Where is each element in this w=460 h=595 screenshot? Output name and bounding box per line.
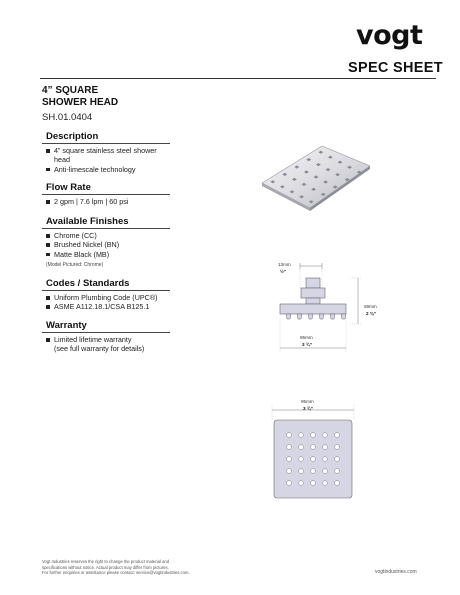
- list-item: Limited lifetime warranty (see full warranty for details): [46, 335, 146, 354]
- front-width-dim-mm: 95mm: [301, 399, 314, 404]
- nozzle: [311, 481, 316, 486]
- list-item: 2 gpm | 7.6 lpm | 60 psi: [46, 197, 170, 206]
- disclaimer-line: specifications without notice. Actual product may differ from pictures.: [42, 564, 169, 570]
- nozzle: [297, 314, 302, 319]
- product-photo: [258, 140, 378, 220]
- spec-sheet-title: SPEC SHEET: [348, 60, 443, 76]
- list-item: Brushed Nickel (BN): [46, 240, 170, 249]
- finishes-note: (Model Pictured: Chrome): [46, 262, 104, 268]
- neck: [306, 278, 320, 288]
- list-item: Uniform Plumbing Code (UPC®): [46, 293, 170, 302]
- nozzle: [308, 314, 313, 319]
- nozzle: [287, 433, 292, 438]
- neck-dim-mm: 13mm: [278, 262, 291, 267]
- list-item: 4” square stainless steel shower head: [46, 146, 158, 165]
- nozzle: [335, 433, 340, 438]
- list-item: ASME A112.18.1/CSA B125.1: [46, 302, 170, 311]
- nozzle: [335, 481, 340, 486]
- nozzle: [323, 457, 328, 462]
- nozzle: [323, 469, 328, 474]
- product-title-line1: 4” SQUARE: [42, 85, 99, 96]
- nozzle: [299, 469, 304, 474]
- flow-rate-heading: Flow Rate: [46, 182, 91, 193]
- vogt-logo: vogt: [356, 20, 423, 51]
- description-divider: [42, 143, 170, 144]
- nozzle: [323, 445, 328, 450]
- description-heading: Description: [46, 131, 99, 142]
- nozzle: [319, 314, 324, 319]
- nozzle: [287, 481, 292, 486]
- head-body: [280, 304, 346, 314]
- warranty-list: [46, 335, 146, 354]
- nozzle: [299, 481, 304, 486]
- flow-rate-divider: [42, 194, 170, 195]
- ball-joint: [301, 288, 325, 298]
- height-dim-in: 2 ⅜”: [366, 311, 376, 316]
- warranty-divider: [42, 332, 170, 333]
- header-divider: [40, 78, 436, 79]
- finishes-list: [46, 231, 170, 259]
- disclaimer-line: Vogt Industries reserves the right to change the product material and: [42, 559, 170, 564]
- nozzle: [311, 457, 316, 462]
- nozzle: [287, 445, 292, 450]
- warranty-heading: Warranty: [46, 320, 87, 331]
- nozzle: [330, 314, 335, 319]
- nozzle: [311, 445, 316, 450]
- product-title-line2: SHOWER HEAD: [42, 97, 119, 108]
- width-dim-in: 3 ¾”: [302, 342, 312, 347]
- nozzle: [299, 457, 304, 462]
- list-item: Chrome (CC): [46, 231, 170, 240]
- codes-list: [46, 293, 170, 312]
- codes-heading: Codes / Standards: [46, 278, 130, 289]
- nozzle: [335, 445, 340, 450]
- description-list: [46, 146, 158, 174]
- list-item: Matte Black (MB): [46, 250, 170, 259]
- footer-disclaimer: [42, 559, 222, 576]
- nozzle: [286, 314, 291, 319]
- width-dim-mm: 95mm: [300, 335, 313, 340]
- front-view-drawing: [266, 396, 366, 504]
- height-dim-mm: 59mm: [364, 304, 377, 309]
- nozzle: [287, 469, 292, 474]
- product-title: [42, 85, 118, 109]
- nozzle: [311, 433, 316, 438]
- disclaimer-line: For further enquiries or assistance please contact: service@vogtindustries.com.: [42, 570, 190, 576]
- footer-url[interactable]: vogtindustries.com: [375, 569, 417, 575]
- nozzle: [323, 481, 328, 486]
- finishes-heading: Available Finishes: [46, 216, 129, 227]
- front-width-dim-in: 3 ¾”: [303, 406, 313, 411]
- nozzle: [341, 314, 346, 319]
- nozzle: [335, 457, 340, 462]
- codes-divider: [42, 290, 170, 291]
- list-item: Anti-limescale technology: [46, 165, 158, 174]
- finishes-divider: [42, 228, 170, 229]
- nozzle: [311, 469, 316, 474]
- product-code: SH.01.0404: [42, 112, 93, 123]
- flow-rate-list: [46, 197, 170, 206]
- neck-dim-in: ½”: [280, 269, 287, 274]
- nozzle: [335, 469, 340, 474]
- nozzle: [287, 457, 292, 462]
- nozzle: [299, 433, 304, 438]
- nozzle: [323, 433, 328, 438]
- nozzle: [299, 445, 304, 450]
